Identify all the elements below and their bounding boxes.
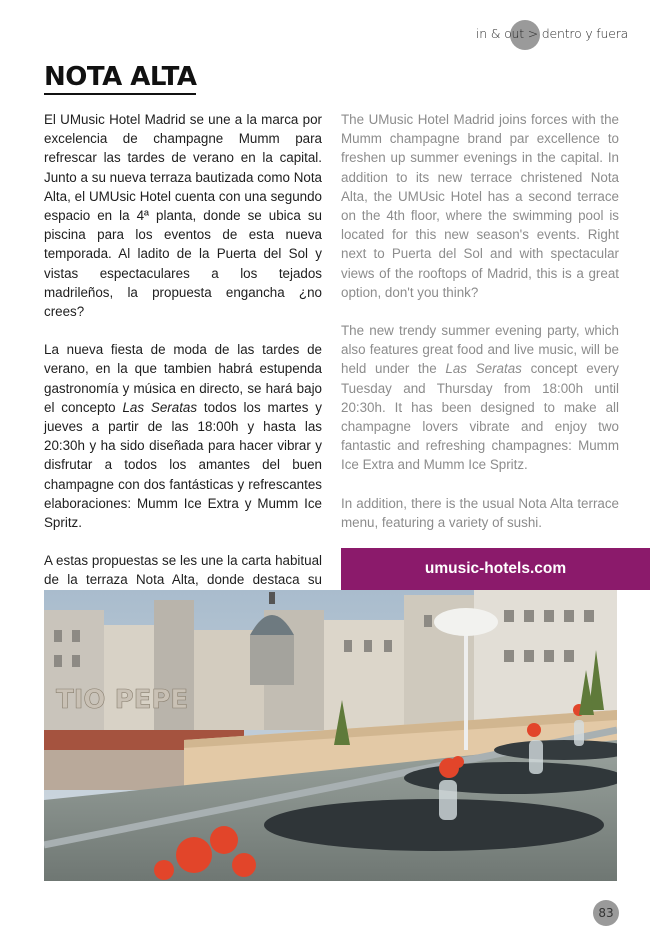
english-paragraph-3: In addition, there is the usual Nota Alta terrace menu, featuring a variety of sushi. xyxy=(341,495,619,530)
spanish-paragraph-1: El UMusic Hotel Madrid se une a la marca por excelencia de champagne Mumm para refrescar las tardes de verano en la capital. Junto a su nueva terraza bautizada como Nota Alta, el UMUsic Hotel cuenta con una segundo espacio en la 4ª planta, donde se ubica su piscina para los eventos de esta nueva temporada. Al ladito de la Puerta del Sol y vistas espectaculares a los tejados madrileños, la propuesta engancha ¿no crees? xyxy=(44,112,322,320)
section-tag xyxy=(470,20,630,48)
page-number-badge xyxy=(593,900,619,926)
english-column xyxy=(341,110,619,551)
spanish-paragraph-2 xyxy=(44,340,322,532)
spanish-p2-end: todos los martes y jueves a partir de las 18:00h y hasta las 20:30h y ha sido diseñada para hacer vibrar y disfrutar a todos los amantes del buen champagne con dos fantásticas y refrescantes elaboraciones: Mumm Ice Extra y Mumm Ice Spritz. xyxy=(44,399,322,531)
website-link[interactable]: umusic-hotels.com xyxy=(424,560,567,577)
section-tag-text: in & out > dentro y fuera xyxy=(476,26,629,41)
rooftop-terrace-photo xyxy=(44,590,617,881)
spanish-p2-start: La nueva fiesta de moda de las tardes de verano, en la que tambien habrá estupenda gastronomía y música en directo, se hará bajo el concepto xyxy=(44,342,322,415)
article-title: NOTA ALTA xyxy=(44,62,196,95)
rooftop-terrace-illustration xyxy=(44,590,617,881)
english-paragraph-1: The UMusic Hotel Madrid joins forces with the Mumm champagne brand par excellence to freshen up summer evenings in the capital. In addition to its new terrace christened Nota Alta, the UMUsic Hotel has a second terrace on the 4th floor, where the swimming pool is located for this new season's events. Right next to Puerta del Sol and with spectacular views of the rooftops of Madrid, this is a great option, don't you think? xyxy=(341,112,619,300)
english-p2-start: The new trendy summer evening party, which also features great food and live music, will be held under the xyxy=(341,323,619,377)
spanish-p2-concept: Las Seratas xyxy=(122,399,198,415)
tio-pepe-sign: TIO PEPE xyxy=(56,685,189,715)
spanish-column xyxy=(44,110,322,628)
english-p2-concept: Las Seratas xyxy=(445,361,522,377)
english-p2-end: concept every Tuesday and Thursday from 18:00h until 20:30h. It has been designed to make all champagne lovers vibrate and enjoy two fantastic and refreshing champagnes: Mumm Ice Extra and Mumm Ice Spritz. xyxy=(341,361,619,473)
page-number: 83 xyxy=(598,906,614,920)
spanish-paragraph-3: A estas propuestas se les une la carta habitual de la terraza Nota Alta, donde destaca su xyxy=(44,553,322,588)
website-banner[interactable] xyxy=(341,548,650,590)
english-paragraph-2 xyxy=(341,321,619,475)
